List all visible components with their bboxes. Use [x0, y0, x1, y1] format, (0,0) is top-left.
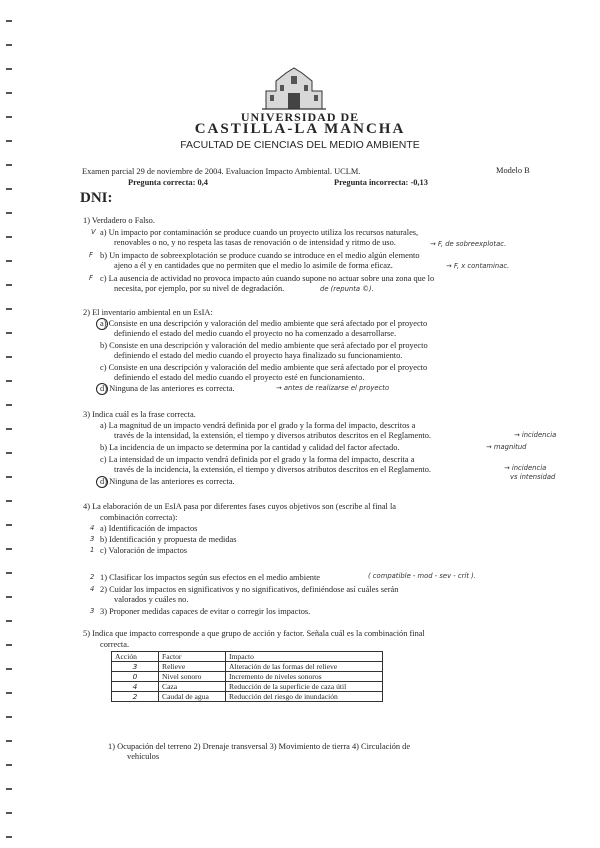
- q1-c-line1: c) La ausencia de actividad no provoca impacto aún cuando supone no actuar sobre una zona que lo: [100, 274, 435, 283]
- header-impacto: Impacto: [226, 652, 383, 662]
- q3-a-note: → incidencia: [514, 431, 557, 439]
- q4-ii-mark: 3: [90, 535, 95, 543]
- q3-a-line2: través de la intensidad, la extensión, el tiempo y diversos atributos descritos en el Reglamento.: [114, 431, 432, 440]
- cell-accion: 4: [112, 682, 159, 692]
- q2-d-line1: d) Ninguna de las anteriores es correcta.: [100, 384, 235, 393]
- q4-p1-note: ( compatible - mod - sev - crít ).: [368, 572, 476, 580]
- university-name-line2: CASTILLA-LA MANCHA: [194, 121, 406, 137]
- q3-d-line1: d) Ninguna de las anteriores es correcta.: [100, 477, 235, 486]
- q2-d-note: → antes de realizarse el proyecto: [276, 384, 390, 392]
- table-row: [112, 662, 383, 672]
- cell-accion: 3: [112, 662, 159, 672]
- cell-impacto: Reducción del riesgo de inundación: [226, 692, 383, 702]
- q4-title-line2: combinación correcta):: [100, 513, 178, 522]
- university-name-line1: UNIVERSIDAD DE: [240, 110, 360, 124]
- q2-c-line2: definiendo el estado del medio cuando el proyecto esté en funcionamiento.: [114, 373, 365, 382]
- q2-title: 2) El inventario ambiental en un EsIA:: [83, 308, 213, 317]
- q4-objective-1: 1) Clasificar los impactos según sus efectos en el medio ambiente: [100, 573, 321, 582]
- q1-b-mark: F: [89, 251, 93, 259]
- exam-info: Examen parcial 29 de noviembre de 2004. Evaluacion Impacto Ambiental. UCLM.: [82, 167, 361, 176]
- q1-b-line1: b) Un impacto de sobreexplotación se produce cuando se introduce en el medio algún elemento: [100, 251, 420, 260]
- q3-c-note1: → incidencia: [504, 464, 547, 472]
- cell-accion: 0: [112, 672, 159, 682]
- exam-model: Modelo B: [496, 166, 530, 175]
- q1-a-line1: a) Un impacto por contaminación se produce cuando un proyecto utiliza los recursos naturales,: [100, 228, 419, 237]
- table-header-row: [112, 652, 383, 662]
- q5-title-line2: correcta.: [100, 640, 130, 649]
- cell-factor: Relieve: [159, 662, 226, 672]
- q5-options-line1: 1) Ocupación del terreno 2) Drenaje transversal 3) Movimiento de tierra 4) Circulación de: [108, 742, 411, 751]
- q4-p3-mark: 3: [90, 607, 95, 615]
- correct-score: Pregunta correcta: 0,4: [128, 178, 208, 187]
- q2-b-line1: b) Consiste en una descripción y valoración del medio ambiente que será afectado por el proyecto: [100, 341, 428, 350]
- q4-title-line1: 4) La elaboración de un EsIA pasa por diferentes fases cuyos objetivos son (escribe al final la: [83, 502, 397, 511]
- table-row: [112, 692, 383, 702]
- table-row: [112, 682, 383, 692]
- q3-title: 3) Indica cuál es la frase correcta.: [83, 410, 196, 419]
- q4-objective-3: 3) Proponer medidas capaces de evitar o corregir los impactos.: [100, 607, 311, 616]
- q4-objective-2-line2: valorados y cuáles no.: [114, 595, 189, 604]
- cell-factor: Caza: [159, 682, 226, 692]
- q1-b-note: → F, x contaminac.: [446, 262, 510, 270]
- q4-p2-mark: 4: [90, 585, 95, 593]
- cell-impacto: Reducción de la superficie de caza útil: [226, 682, 383, 692]
- impact-table: [111, 651, 383, 702]
- q1-a-note: → F, de sobreexplotac.: [430, 240, 507, 248]
- university-logo: [258, 67, 330, 111]
- q4-objective-2-line1: 2) Cuidar los impactos en significativos y no significativos, definiéndose así cuáles serán: [100, 585, 399, 594]
- q4-iii-mark: 1: [90, 546, 95, 554]
- q1-c-note: de (repunta ©).: [320, 285, 374, 293]
- q3-c-note2: vs intensidad: [510, 473, 556, 481]
- q1-title: 1) Verdadero o Falso.: [83, 216, 155, 225]
- q3-b-line1: b) La incidencia de un impacto se determina por la cantidad y calidad del factor afectado.: [100, 443, 400, 452]
- q4-p1-mark: 2: [90, 573, 95, 581]
- q1-a-line2: renovables o no, y no respeta las tasas de renovación o de intensidad y ritmo de uso.: [114, 238, 396, 247]
- q1-b-line2: ajeno a él y en cantidades que no permiten que el medio lo asimile de forma eficaz.: [114, 261, 393, 270]
- q2-a-line2: definiendo el estado del medio cuando el proyecto no ha comenzado a desarrollarse.: [114, 329, 397, 338]
- q3-c-line1: c) La intensidad de un impacto vendrá definida por el grado y la forma del impacto, descrita a: [100, 455, 415, 464]
- q4-phase-c: c) Valoración de impactos: [100, 546, 188, 555]
- q4-i-mark: 4: [90, 524, 95, 532]
- q5-options-line2: vehículos: [127, 752, 160, 761]
- q4-phase-a: a) Identificación de impactos: [100, 524, 198, 533]
- cell-factor: Caudal de agua: [159, 692, 226, 702]
- q1-c-line2: necesita, por ejemplo, por su nivel de degradación.: [114, 284, 285, 293]
- q2-a-line1: a) Consiste en una descripción y valoración del medio ambiente que será afectado por el proyecto: [100, 319, 428, 328]
- table-row: [112, 672, 383, 682]
- q2-c-line1: c) Consiste en una descripción y valoración del medio ambiente que será afectado por el proyecto: [100, 363, 428, 372]
- incorrect-score: Pregunta incorrecta: -0,13: [334, 178, 428, 187]
- q1-c-mark: F: [89, 274, 93, 282]
- q3-b-note: → magnitud: [486, 443, 527, 451]
- cell-impacto: Incremento de niveles sonoros: [226, 672, 383, 682]
- faculty-name: FACULTAD DE CIENCIAS DEL MEDIO AMBIENTE: [180, 139, 420, 151]
- dni-label: DNI:: [80, 190, 113, 206]
- header-accion: Acción: [112, 652, 159, 662]
- q3-c-line2: través de la incidencia, la extensión, el tiempo y diversos atributos descritos en el Reglamento.: [114, 465, 431, 474]
- cell-impacto: Alteración de las formas del relieve: [226, 662, 383, 672]
- q5-title-line1: 5) Indica que impacto corresponde a que grupo de acción y factor. Señala cuál es la combinación final: [83, 629, 425, 638]
- q4-phase-b: b) Identificación y propuesta de medidas: [100, 535, 237, 544]
- q2-b-line2: definiendo el estado del medio cuando el proyecto haya finalizado su funcionamiento.: [114, 351, 403, 360]
- header-factor: Factor: [159, 652, 226, 662]
- cell-factor: Nivel sonoro: [159, 672, 226, 682]
- q3-a-line1: a) La magnitud de un impacto vendrá definida por el grado y la forma del impacto, descritos a: [100, 421, 416, 430]
- cell-accion: 2: [112, 692, 159, 702]
- q1-a-mark: V: [91, 228, 96, 236]
